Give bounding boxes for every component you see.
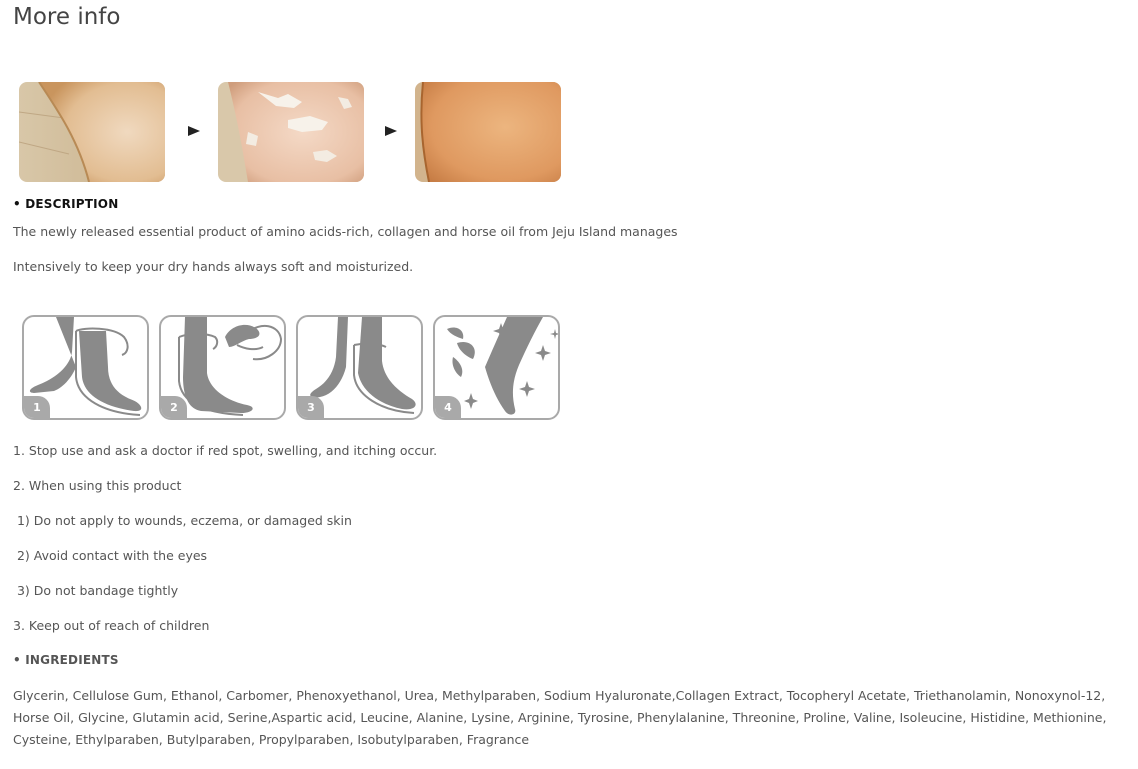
ingredients-text: Glycerin, Cellulose Gum, Ethanol, Carbomer, Phenoxyethanol, Urea, Methylparaben, Sodium Hyaluronate,Collagen Extract, Tocopheryl Acetate, Triethanolamin, Nonoxynol-12, Horse Oil, Glycine, Glutamin acid, Serine,Aspartic acid, Leucine, Alanine, Lysine, Arginine, Tyrosine, Phenylalanine, Threonine, Proline, Valine, Isoleucine, Histidine, Methionine, Cysteine, Ethylparaben, Butylparaben, Propylparaben, Isobutylparaben, Fragrance xyxy=(13,688,1107,747)
caution-line: 3. Keep out of reach of children xyxy=(13,618,210,633)
step-number-badge: 2 xyxy=(161,396,187,418)
caution-line: 2) Avoid contact with the eyes xyxy=(13,548,208,563)
photo-smooth-heel xyxy=(415,82,561,182)
usage-step xyxy=(159,315,286,420)
step-number-badge: 1 xyxy=(24,396,50,418)
usage-step xyxy=(433,315,560,420)
caution-line: 1. Stop use and ask a doctor if red spot, swelling, and itching occur. xyxy=(13,443,438,458)
ingredients-heading: • INGREDIENTS xyxy=(13,653,119,667)
caution-line: 3) Do not bandage tightly xyxy=(13,583,179,598)
usage-step xyxy=(296,315,423,420)
arrow-icon xyxy=(385,126,397,136)
caution-line: 2. When using this product xyxy=(13,478,182,493)
usage-step xyxy=(22,315,149,420)
description-line: Intensively to keep your dry hands always soft and moisturized. xyxy=(13,259,414,274)
page-title: More info xyxy=(13,4,121,30)
caution-line: 1) Do not apply to wounds, eczema, or damaged skin xyxy=(13,513,352,528)
step-number-badge: 4 xyxy=(435,396,461,418)
photo-peeling-heel xyxy=(218,82,364,182)
arrow-icon xyxy=(188,126,200,136)
description-line: The newly released essential product of amino acids-rich, collagen and horse oil from Jeju Island manages xyxy=(13,224,678,239)
photo-dry-heel xyxy=(19,82,165,182)
step-number-badge: 3 xyxy=(298,396,324,418)
description-heading: • DESCRIPTION xyxy=(13,197,119,211)
